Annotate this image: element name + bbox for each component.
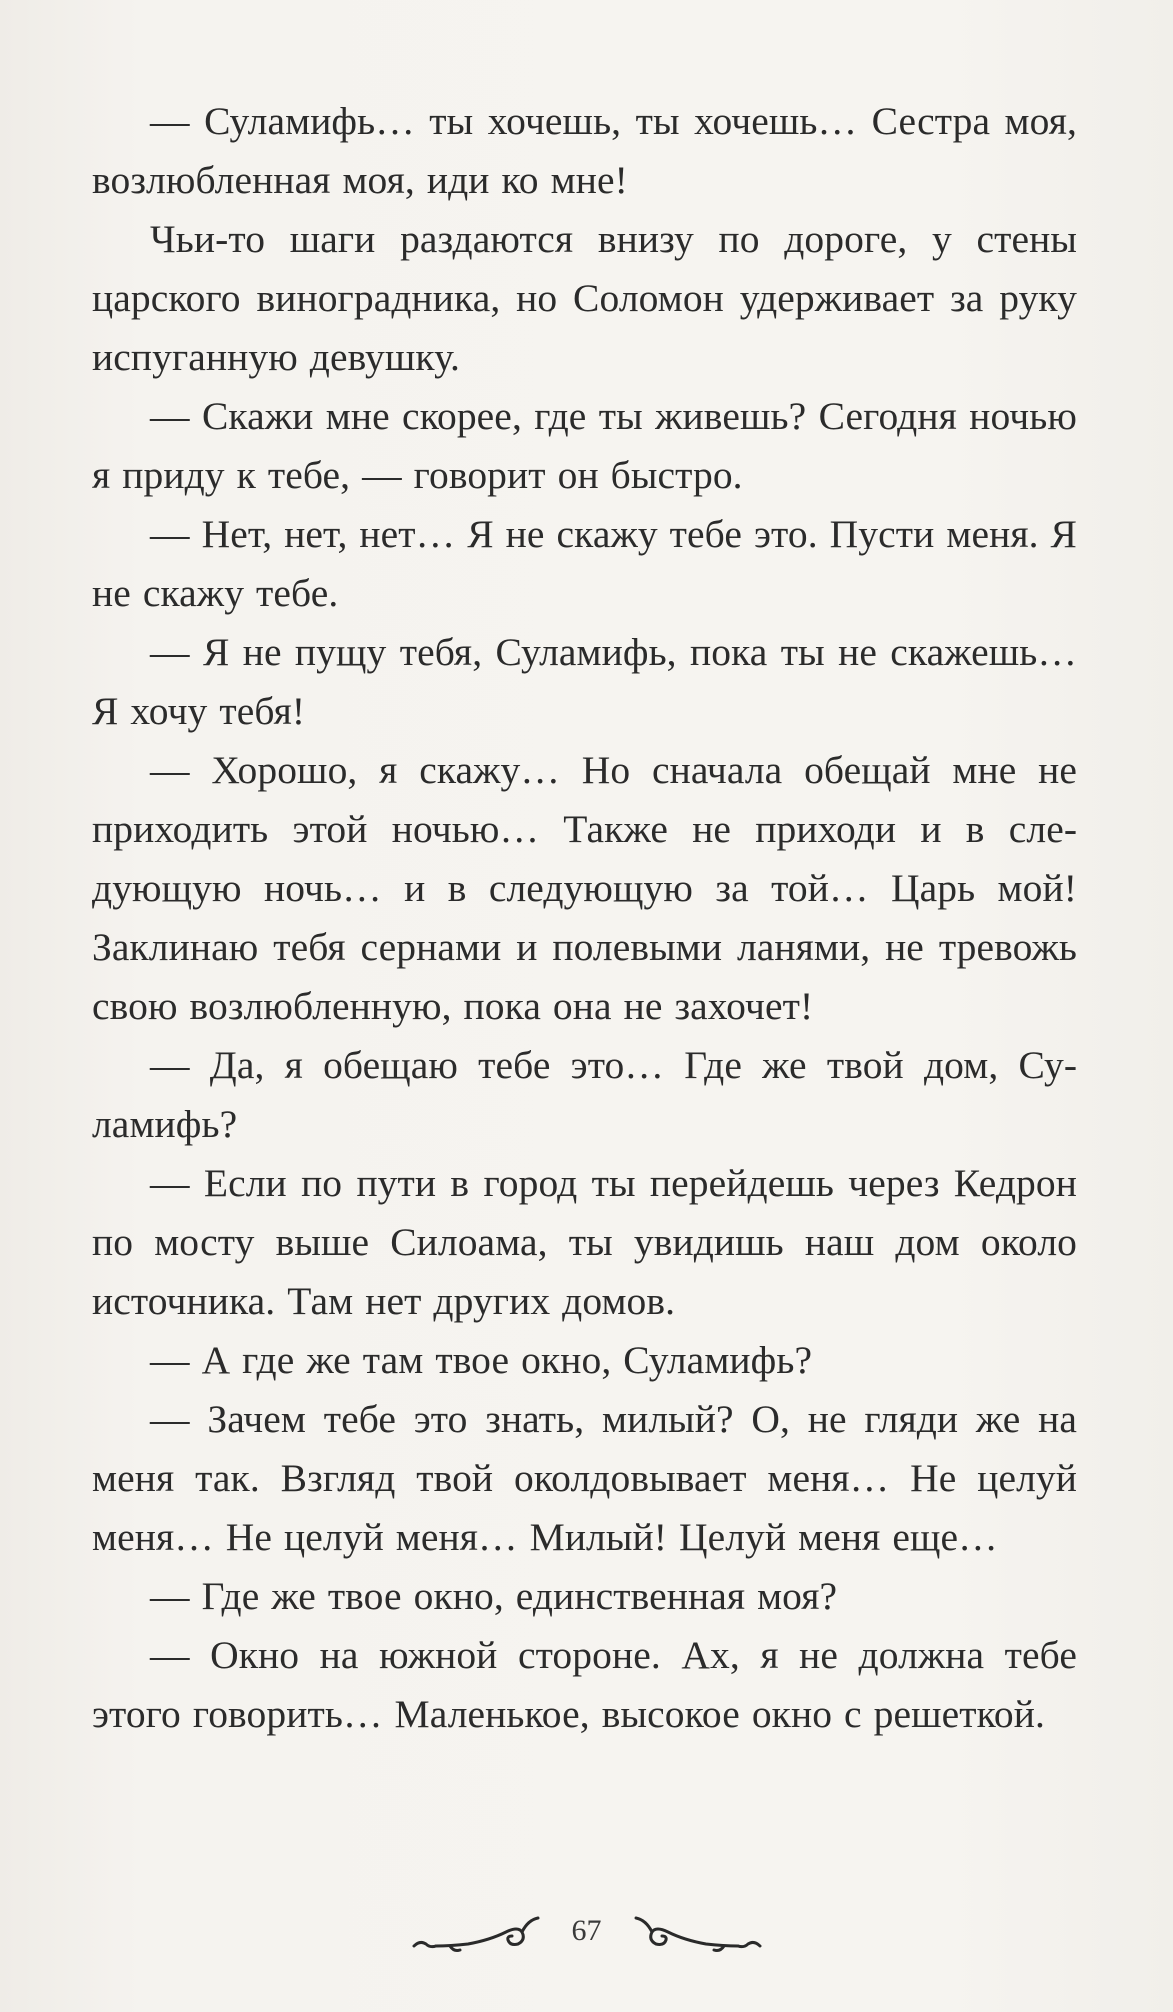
paragraph: — Нет, нет, нет… Я не скажу тебе это. Пусти меня. Я не скажу тебе. bbox=[92, 512, 1077, 615]
paragraph: — А где же там твое окно, Суламифь? bbox=[150, 1338, 813, 1382]
paragraph: — Суламифь… ты хочешь, ты хочешь… Сестра моя, возлюбленная моя, иди ко мне! bbox=[92, 99, 1077, 202]
scroll-ornament-left-icon bbox=[410, 1910, 550, 1960]
scroll-ornament-right-icon bbox=[624, 1910, 764, 1960]
paragraph: — Где же твое окно, единственная моя? bbox=[150, 1574, 838, 1618]
paragraph: — Если по пути в город ты перейдешь через Кедрон по мосту выше Силоама, ты увидишь наш дом около источника. Там нет других домов. bbox=[92, 1161, 1077, 1323]
paragraph: — Да, я обещаю тебе это… Где же твой дом, Суламифь? bbox=[92, 1043, 1077, 1146]
paragraph: — Окно на южной стороне. Ах, я не должна тебе этого говорить… Маленькое, высокое окно с решеткой. bbox=[92, 1633, 1077, 1736]
body-text bbox=[92, 92, 1077, 1744]
paragraph: — Скажи мне скорее, где ты живешь? Сегодня ночью я приду к тебе, — говорит он быстро. bbox=[92, 394, 1077, 497]
paragraph: — Хорошо, я скажу… Но сначала обещай мне не приходить этой ночью… Также не приходи и в следующую ночь… и в следующую за той… Царь мой! Заклинаю тебя сернами и полевыми ланями, не тревожь свою возлюбленную, пока она не захочет! bbox=[92, 748, 1077, 1028]
paragraph: — Я не пущу тебя, Суламифь, пока ты не скажешь… Я хочу тебя! bbox=[92, 630, 1077, 733]
page-footer bbox=[0, 1905, 1173, 1965]
page-number: 67 bbox=[571, 1914, 602, 1947]
paragraph: — Зачем тебе это знать, милый? О, не гляди же на меня так. Взгляд твой околдовывает меня… Не целуй меня… Не целуй меня… Милый! Целуй меня еще… bbox=[92, 1397, 1077, 1559]
paragraph: Чьи-то шаги раздаются внизу по дороге, у стены царского виноградника, но Соломон удерживает за руку испуганную девушку. bbox=[92, 217, 1077, 379]
